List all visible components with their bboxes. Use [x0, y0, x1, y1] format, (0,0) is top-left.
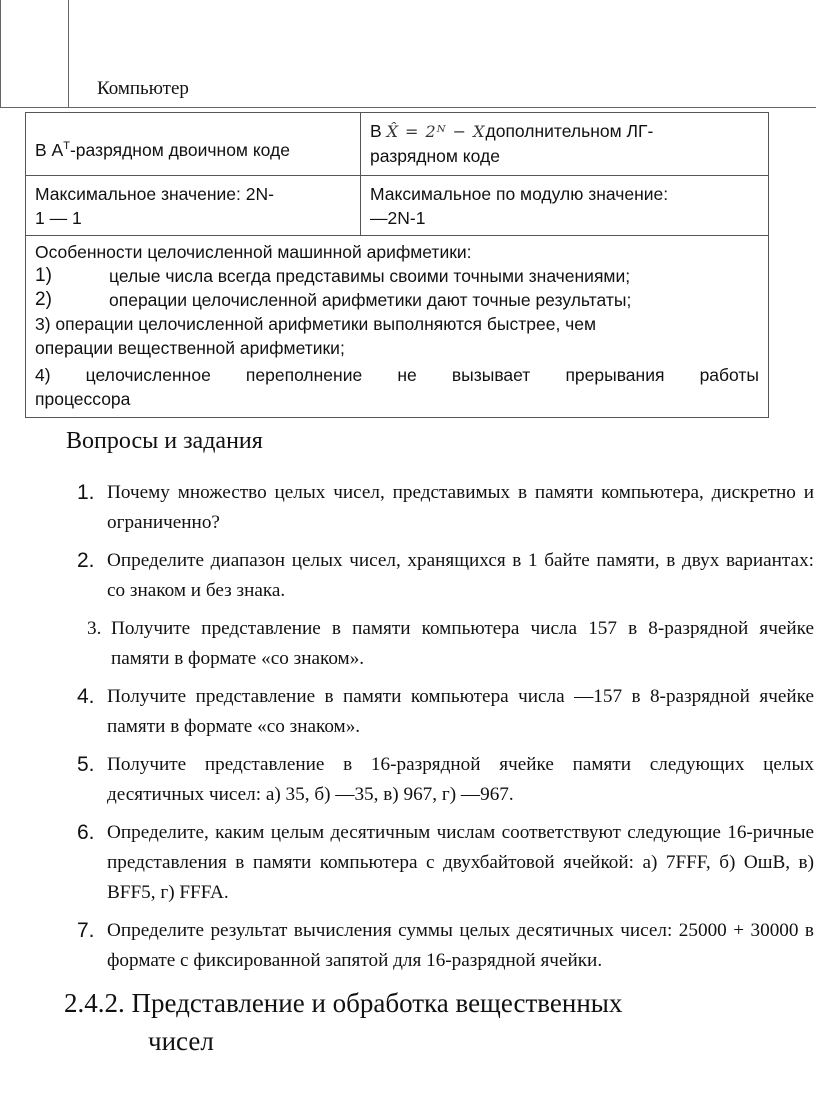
table-row: [26, 176, 768, 236]
list-item: [87, 614, 814, 674]
superscript: Т: [63, 140, 70, 152]
cell-text: 1 — 1: [35, 208, 82, 228]
item-number: 1): [35, 265, 52, 286]
list-item: [77, 750, 814, 810]
item-number: 2.: [77, 549, 95, 572]
cell-text: —2N-1: [370, 208, 426, 228]
list-item: [77, 682, 814, 742]
list-item: [77, 546, 814, 606]
item-text: Почему множество целых чисел, представимых в памяти компьютера, дискретно и ограниченно?: [107, 482, 814, 533]
formula: X̂ = 2ᴺ − X: [386, 122, 486, 141]
section-title-line1: 2.4.2. Представление и обработка вещественных: [64, 988, 623, 1018]
item-text: целые числа всегда представимы своими точными значениями;: [109, 266, 631, 286]
table-cell: [361, 113, 768, 175]
feature-item-continued: процессора: [35, 389, 131, 409]
table-cell: [26, 113, 361, 175]
feature-item: [35, 264, 759, 288]
features-heading: Особенности целочисленной машинной арифметики:: [35, 242, 472, 262]
section-heading: [64, 984, 622, 1060]
cell-text: Максимальное по модулю значение:: [370, 184, 669, 204]
cell-text: дополнительном ЛГ-: [485, 121, 654, 141]
questions-title: Вопросы и задания: [66, 428, 263, 454]
item-number: 4.: [77, 685, 95, 708]
cell-text: В: [370, 121, 382, 141]
item-text: Получите представление в памяти компьютера числа 157 в 8-разрядной ячейке памяти в формате «со знаком».: [111, 618, 814, 669]
feature-item-continued: операции вещественной арифметики;: [35, 338, 345, 358]
table-row: [26, 113, 768, 176]
top-table-border-bottom: [0, 107, 816, 108]
features-cell: [26, 236, 768, 417]
item-number: 2): [35, 289, 52, 310]
feature-item: [35, 288, 759, 312]
top-table-divider: [68, 0, 69, 108]
item-number: 5.: [77, 753, 95, 776]
item-number: 3.: [87, 618, 102, 639]
item-text: Определите результат вычисления суммы целых десятичных чисел: 25000 + 30000 в формате с фиксированной запятой для 16-разрядной ячейки.: [107, 920, 814, 971]
feature-item: 4) целочисленное переполнение не вызывает прерывания работы: [35, 365, 759, 385]
table-cell: [26, 176, 361, 235]
cell-text: разрядном коде: [370, 146, 500, 166]
list-item: [77, 916, 814, 976]
feature-item: 3) операции целочисленной арифметики выполняются быстрее, чем: [35, 314, 597, 334]
top-table-border-left: [0, 0, 1, 108]
comparison-table: [25, 112, 769, 418]
section-title-line2: чисел: [148, 1026, 214, 1056]
item-text: операции целочисленной арифметики дают точные результаты;: [109, 290, 632, 310]
item-text: Определите, каким целым десятичным числам соответствуют следующие 16-ричные представления в памяти компьютера с двухбайтовой ячейкой: а) 7FFF, б) ОшВ, в) BFF5, г) FFFA.: [107, 822, 814, 903]
item-text: Получите представление в памяти компьютера числа —157 в 8-разрядной ячейке памяти в формате «со знаком».: [107, 686, 814, 737]
list-item: [77, 818, 814, 908]
list-item: [77, 478, 814, 538]
cell-text: -разрядном двоичном коде: [69, 140, 290, 160]
cell-text: Максимальное значение: 2N-: [35, 184, 274, 204]
questions-list: [77, 478, 814, 984]
top-cell-text: Компьютер: [97, 78, 189, 99]
item-number: 1.: [77, 481, 95, 504]
table-cell: [361, 176, 768, 235]
item-number: 6.: [77, 821, 95, 844]
cell-text: В А: [35, 140, 64, 160]
item-number: 7.: [77, 919, 95, 942]
item-text: Определите диапазон целых чисел, хранящихся в 1 байте памяти, в двух вариантах: со знаком и без знака.: [107, 550, 814, 601]
item-text: Получите представление в 16-разрядной ячейке памяти следующих целых десятичных чисел: а) 35, б) —35, в) 967, г) —967.: [107, 754, 814, 805]
table-row: [26, 236, 768, 417]
